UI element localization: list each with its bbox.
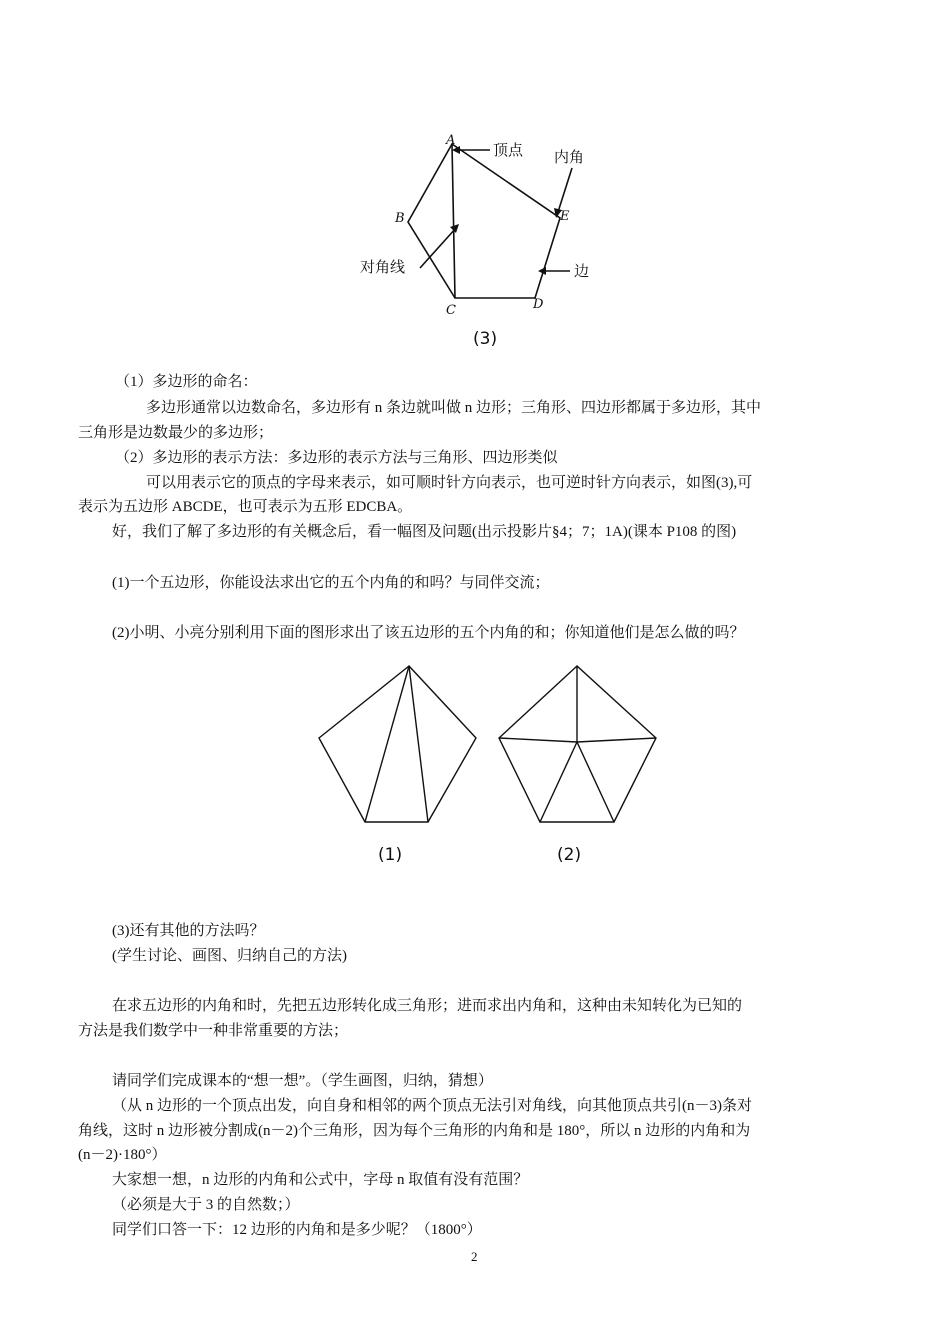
paragraph-12-gon: 同学们口答一下：12 边形的内角和是多少呢？（1800°） <box>112 1222 482 1238</box>
label-c: C <box>446 303 456 318</box>
arrow-diagonal <box>420 228 456 268</box>
figure-3-pentagon <box>340 128 620 353</box>
annotation-interior-angle: 内角 <box>554 148 585 166</box>
paragraph-method-line1: 在求五边形的内角和时，先把五边形转化成三角形；进而求出内角和，这种由未知转化为已知的 <box>112 998 743 1014</box>
paragraph-think: 请同学们完成课本的“想一想”。（学生画图，归纳，猜想） <box>112 1073 493 1089</box>
pentagon-outline <box>408 144 560 298</box>
figure-2-caption: (2) <box>557 845 582 865</box>
label-a: A <box>446 133 456 148</box>
question-1: (1)一个五边形，你能设法求出它的五个内角的和吗？与同伴交流； <box>112 575 550 591</box>
figure-1-2-pentagons <box>310 660 670 875</box>
annotation-diagonal: 对角线 <box>360 258 406 276</box>
question-2: (2)小明、小亮分别利用下面的图形求出了该五边形的五个内角的和；你知道他们是怎么做的吗？ <box>112 625 745 641</box>
diagonal-line <box>452 144 455 298</box>
paragraph-intro-question: 好，我们了解了多边形的有关概念后，看一幅图及问题(出示投影片§4；7；1A)(课本 P108 的图) <box>112 524 737 540</box>
figure-1-caption: (1) <box>378 845 403 865</box>
paragraph-naming-line2: 三角形是边数最少的多边形； <box>78 425 274 441</box>
paragraph-representation-line2: 表示为五边形 ABCDE，也可表示为五形 EDCBA。 <box>78 499 413 515</box>
annotation-side: 边 <box>574 262 590 280</box>
pentagon-2 <box>499 666 656 822</box>
paragraph-method-line2: 方法是我们数学中一种非常重要的方法； <box>78 1023 349 1039</box>
paragraph-representation-line1: 可以用表示它的顶点的字母来表示，如可顺时针方向表示，也可逆时针方向表示，如图(3),可 <box>146 475 753 491</box>
label-d: D <box>533 297 544 312</box>
paragraph-derivation-line2: 角线，这时 n 边形被分割成(n－2)个三角形，因为每个三角形的内角和是 180°，所以 n 边形的内角和为 <box>78 1123 751 1139</box>
pentagon-1 <box>319 666 476 822</box>
page-number: 2 <box>471 1249 478 1264</box>
figure-3-caption: (3) <box>473 329 498 349</box>
paragraph-range-question: 大家想一想，n 边形的内角和公式中，字母 n 取值有没有范围？ <box>112 1172 529 1188</box>
arrow-angle <box>558 168 572 212</box>
question-3: (3)还有其他的方法吗？ <box>112 923 265 939</box>
label-b: B <box>395 211 405 226</box>
paragraph-range-answer: （必须是大于 3 的自然数；） <box>112 1197 300 1213</box>
paragraph-naming-heading: （1）多边形的命名： <box>115 374 258 390</box>
paragraph-naming-line1: 多边形通常以边数命名，多边形有 n 条边就叫做 n 边形；三角形、四边形都属于多边形，其中 <box>146 400 762 416</box>
paragraph-derivation-line1: （从 n 边形的一个顶点出发，向自身和相邻的两个顶点无法引对角线，向其他顶点共引(n－3)条对 <box>112 1098 752 1114</box>
annotation-vertex: 顶点 <box>493 141 524 159</box>
paragraph-derivation-line3: (n－2)·180°） <box>78 1147 167 1163</box>
paragraph-representation-heading: （2）多边形的表示方法：多边形的表示方法与三角形、四边形类似 <box>115 450 558 466</box>
question-3-note: (学生讨论、画图、归纳自己的方法) <box>112 948 347 964</box>
label-e: E <box>560 209 570 224</box>
